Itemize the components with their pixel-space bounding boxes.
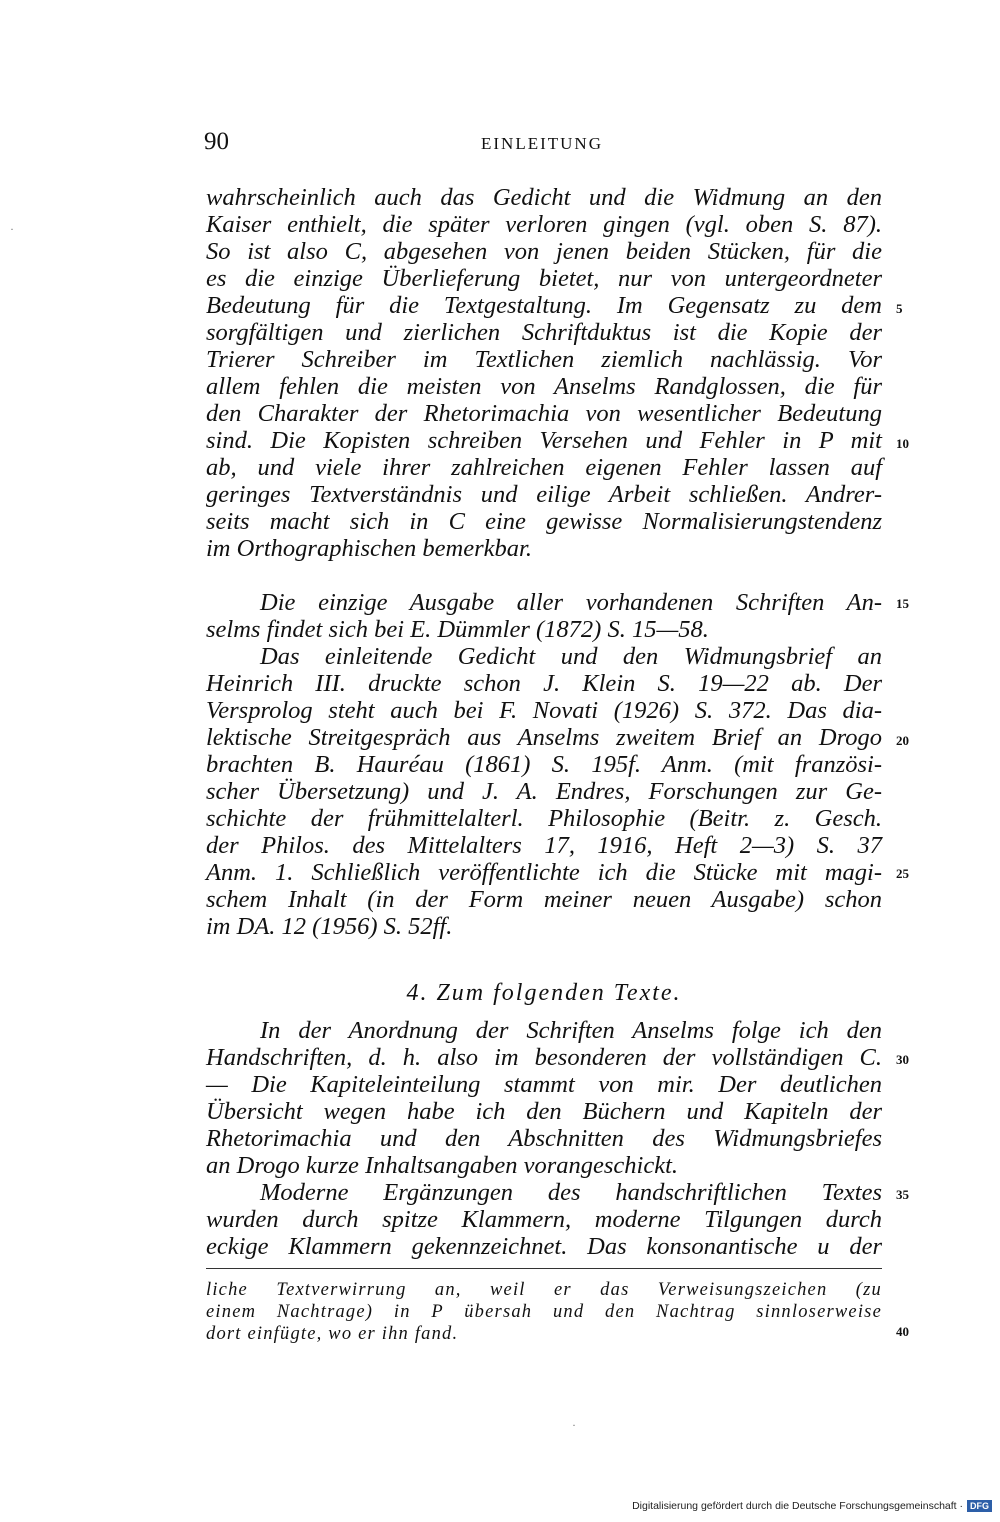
body-line: im Orthographischen bemerkbar.: [206, 535, 532, 562]
body-line: Übersicht wegen habe ich den Büchern und Kapiteln der: [206, 1098, 882, 1125]
body-line: Kaiser enthielt, die später verloren gingen (vgl. oben S. 87).: [206, 211, 882, 238]
body-line: geringes Textverständnis und eilige Arbeit schließen. Andrer-: [206, 481, 882, 508]
page-header: [204, 128, 880, 164]
margin-line-number: 20: [896, 733, 909, 748]
footnote-line: dort einfügte, wo er ihn fand.: [206, 1324, 459, 1344]
body-line: seits macht sich in C eine gewisse Normalisierungstendenz: [206, 508, 882, 535]
running-head: EINLEITUNG: [481, 134, 603, 153]
body-line: schem Inhalt (in der Form meiner neuen Ausgabe) schon: [206, 886, 882, 913]
margin-line-number: 5: [896, 301, 903, 316]
scan-speck: ·: [572, 1418, 576, 1432]
body-line: Heinrich III. druckte schon J. Klein S. 19—22 ab. Der: [206, 670, 882, 697]
body-line: sind. Die Kopisten schreiben Versehen und Fehler in P mit: [206, 427, 882, 454]
margin-line-number: 40: [896, 1324, 909, 1339]
scan-speck: ·: [10, 222, 14, 236]
body-line: Die einzige Ausgabe aller vorhandenen Schriften An-: [260, 589, 882, 616]
body-line: Anm. 1. Schließlich veröffentlichte ich die Stücke mit magi-: [206, 859, 882, 886]
body-line: den Charakter der Rhetorimachia von wesentlicher Bedeutung: [206, 400, 882, 427]
margin-line-number: 35: [896, 1187, 909, 1202]
body-line: Trierer Schreiber im Textlichen ziemlich nachlässig. Vor: [206, 346, 882, 373]
body-line: sorgfältigen und zierlichen Schriftduktus ist die Kopie der: [206, 319, 882, 346]
footnote-line: liche Textverwirrung an, weil er das Verweisungszeichen (zu: [206, 1280, 882, 1300]
body-line: der Philos. des Mittelalters 17, 1916, Heft 2—3) S. 37: [206, 832, 882, 859]
body-line: an Drogo kurze Inhaltsangaben vorangeschickt.: [206, 1152, 678, 1179]
body-line: brachten B. Hauréau (1861) S. 195f. Anm. (mit französi-: [206, 751, 882, 778]
dfg-logo: DFG: [967, 1500, 992, 1512]
body-line: Handschriften, d. h. also im besonderen der vollständigen C.: [206, 1044, 882, 1071]
body-line: lektische Streitgespräch aus Anselms zweitem Brief an Drogo: [206, 724, 882, 751]
body-line: Moderne Ergänzungen des handschriftlichen Textes: [260, 1179, 882, 1206]
body-line: es die einzige Überlieferung bietet, nur von untergeordneter: [206, 265, 882, 292]
body-line: Bedeutung für die Textgestaltung. Im Gegensatz zu dem: [206, 292, 882, 319]
section-heading: 4. Zum folgenden Texte.: [406, 980, 682, 1006]
body-line: Das einleitende Gedicht und den Widmungsbrief an: [260, 643, 882, 670]
digitization-credit: [632, 1496, 992, 1516]
margin-line-number: 10: [896, 436, 909, 451]
body-line: — Die Kapiteleinteilung stammt von mir. Der deutlichen: [206, 1071, 882, 1098]
body-line: im DA. 12 (1956) S. 52ff.: [206, 913, 453, 940]
margin-line-number: 25: [896, 866, 909, 881]
margin-line-number: 15: [896, 596, 909, 611]
margin-line-number: 30: [896, 1052, 909, 1067]
credit-text: Digitalisierung gefördert durch die Deutsche Forschungsgemeinschaft ·: [632, 1500, 963, 1512]
body-line: Rhetorimachia und den Abschnitten des Widmungsbriefes: [206, 1125, 882, 1152]
body-line: selms findet sich bei E. Dümmler (1872) S. 15—58.: [206, 616, 709, 643]
body-line: allem fehlen die meisten von Anselms Randglossen, die für: [206, 373, 882, 400]
body-line: ab, und viele ihrer zahlreichen eigenen Fehler lassen auf: [206, 454, 882, 481]
body-line: Versprolog steht auch bei F. Novati (1926) S. 372. Das dia-: [206, 697, 882, 724]
body-line: scher Übersetzung) und J. A. Endres, Forschungen zur Ge-: [206, 778, 882, 805]
page-number: 90: [204, 128, 229, 155]
body-line: schichte der frühmittelalterl. Philosophie (Beitr. z. Gesch.: [206, 805, 882, 832]
body-line: In der Anordnung der Schriften Anselms folge ich den: [260, 1017, 882, 1044]
body-line: wurden durch spitze Klammern, moderne Tilgungen durch: [206, 1206, 882, 1233]
body-line: So ist also C, abgesehen von jenen beiden Stücken, für die: [206, 238, 882, 265]
body-line: wahrscheinlich auch das Gedicht und die Widmung an den: [206, 184, 882, 211]
footnote-rule: [206, 1268, 882, 1269]
footnote-line: einem Nachtrage) in P übersah und den Nachtrag sinnloserweise: [206, 1302, 882, 1322]
body-line: eckige Klammern gekennzeichnet. Das konsonantische u der: [206, 1233, 882, 1260]
